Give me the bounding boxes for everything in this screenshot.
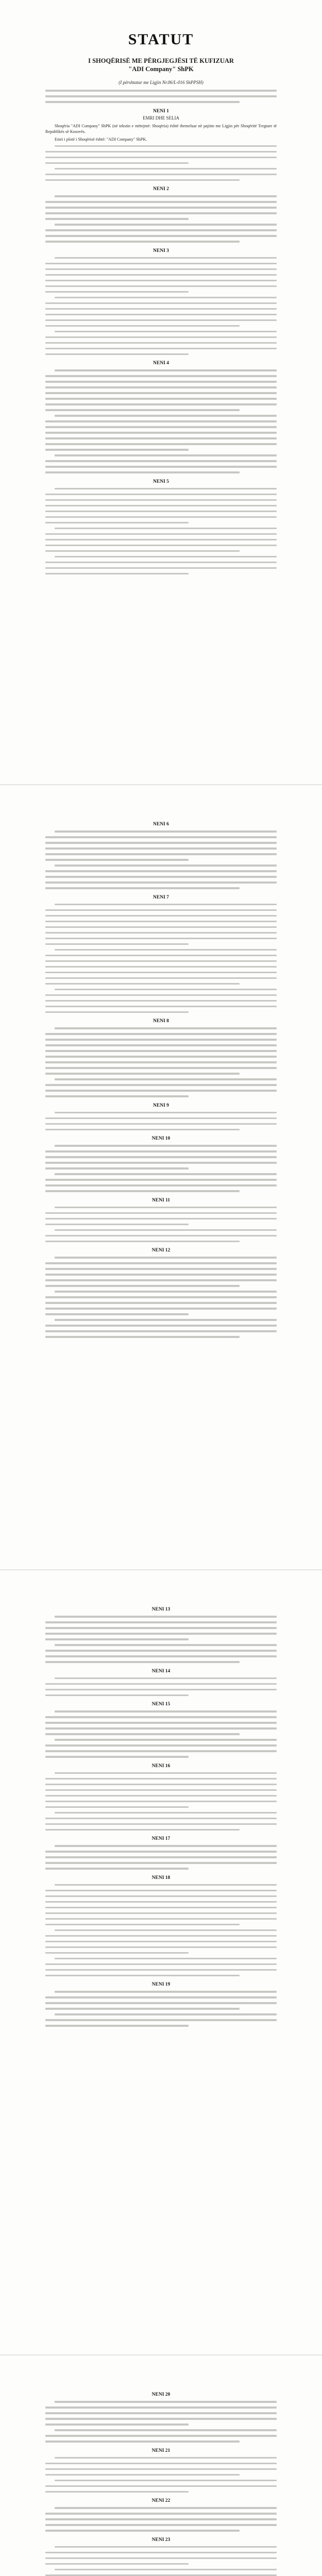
text-block [45, 1884, 277, 1977]
document-intro: (I përshtatur me Ligjin Nr.06/L-016 ShPPSH) [118, 80, 204, 85]
text-block [45, 1145, 277, 1192]
article-15-title: NENI 15 [151, 1702, 171, 1707]
document-page-4 [0, 2355, 322, 2576]
document-page-2 [0, 785, 322, 1569]
article-21-title: NENI 21 [151, 2448, 171, 2453]
article-9-title: NENI 9 [153, 1103, 169, 1108]
article-1-heading: EMRI DHE SELIA [143, 115, 179, 121]
article-11-title: NENI 11 [151, 1197, 171, 1203]
text-block [45, 2401, 277, 2443]
document-page-3 [0, 1570, 322, 2354]
document-page-1 [0, 0, 322, 784]
text-block [45, 904, 277, 1013]
document-subtitle-line-2: "ADI Company" ShPK [128, 65, 194, 73]
document-title: STATUT [128, 31, 194, 48]
article-16-title: NENI 16 [151, 1763, 171, 1769]
text-block [45, 1027, 277, 1097]
article-5-title: NENI 5 [153, 479, 169, 484]
article-2-title: NENI 2 [153, 187, 169, 192]
article-23-title: NENI 23 [151, 2537, 171, 2543]
article-3-title: NENI 3 [153, 248, 169, 253]
text-block [45, 90, 277, 103]
article-22-title: NENI 22 [151, 2498, 171, 2503]
text-block [45, 488, 277, 575]
text-block [45, 1677, 277, 1697]
text-block [45, 1112, 277, 1131]
article-17-title: NENI 17 [151, 1836, 171, 1841]
text-block [45, 1616, 277, 1663]
article-19-title: NENI 19 [151, 1982, 171, 1987]
text-block [45, 831, 277, 889]
text-block [45, 1257, 277, 1338]
article-6-title: NENI 6 [153, 822, 169, 827]
text-block [45, 1772, 277, 1831]
article-12-title: NENI 12 [151, 1248, 171, 1253]
text-block [45, 195, 277, 243]
article-13-title: NENI 13 [151, 1607, 171, 1612]
article-8-title: NENI 8 [153, 1019, 169, 1024]
article-20-title: NENI 20 [151, 2392, 171, 2397]
text-block [45, 2546, 277, 2576]
text-block [45, 2457, 277, 2493]
text-block [45, 257, 277, 355]
text-block [45, 2507, 277, 2532]
article-10-title: NENI 10 [151, 1136, 171, 1141]
article-7-title: NENI 7 [153, 894, 169, 900]
article-1-title: NENI 1 [153, 108, 169, 114]
document-subtitle-line-1: I SHOQËRISË ME PËRGJEGJËSI TË KUFIZUAR [88, 57, 234, 64]
text-block [45, 1710, 277, 1758]
article-1-paragraph-2: Emri i plotë i Shoqërisë është: "ADI Company" ShPK. [55, 137, 147, 142]
article-14-title: NENI 14 [151, 1668, 171, 1674]
text-block [45, 1207, 277, 1243]
text-block [45, 369, 277, 473]
text-block [45, 1991, 277, 2027]
article-4-title: NENI 4 [153, 361, 169, 366]
text-block [45, 1845, 277, 1870]
article-1-paragraph-1: Shoqëria "ADI Company" ShPK (në tekstin e mëtejmë: Shoqëria) është themeluar në pajtim me Ligjin për Shoqëritë Tregtare të Republikës së Kosovës. [45, 123, 277, 134]
article-18-title: NENI 18 [151, 1875, 171, 1880]
text-block [45, 145, 277, 181]
